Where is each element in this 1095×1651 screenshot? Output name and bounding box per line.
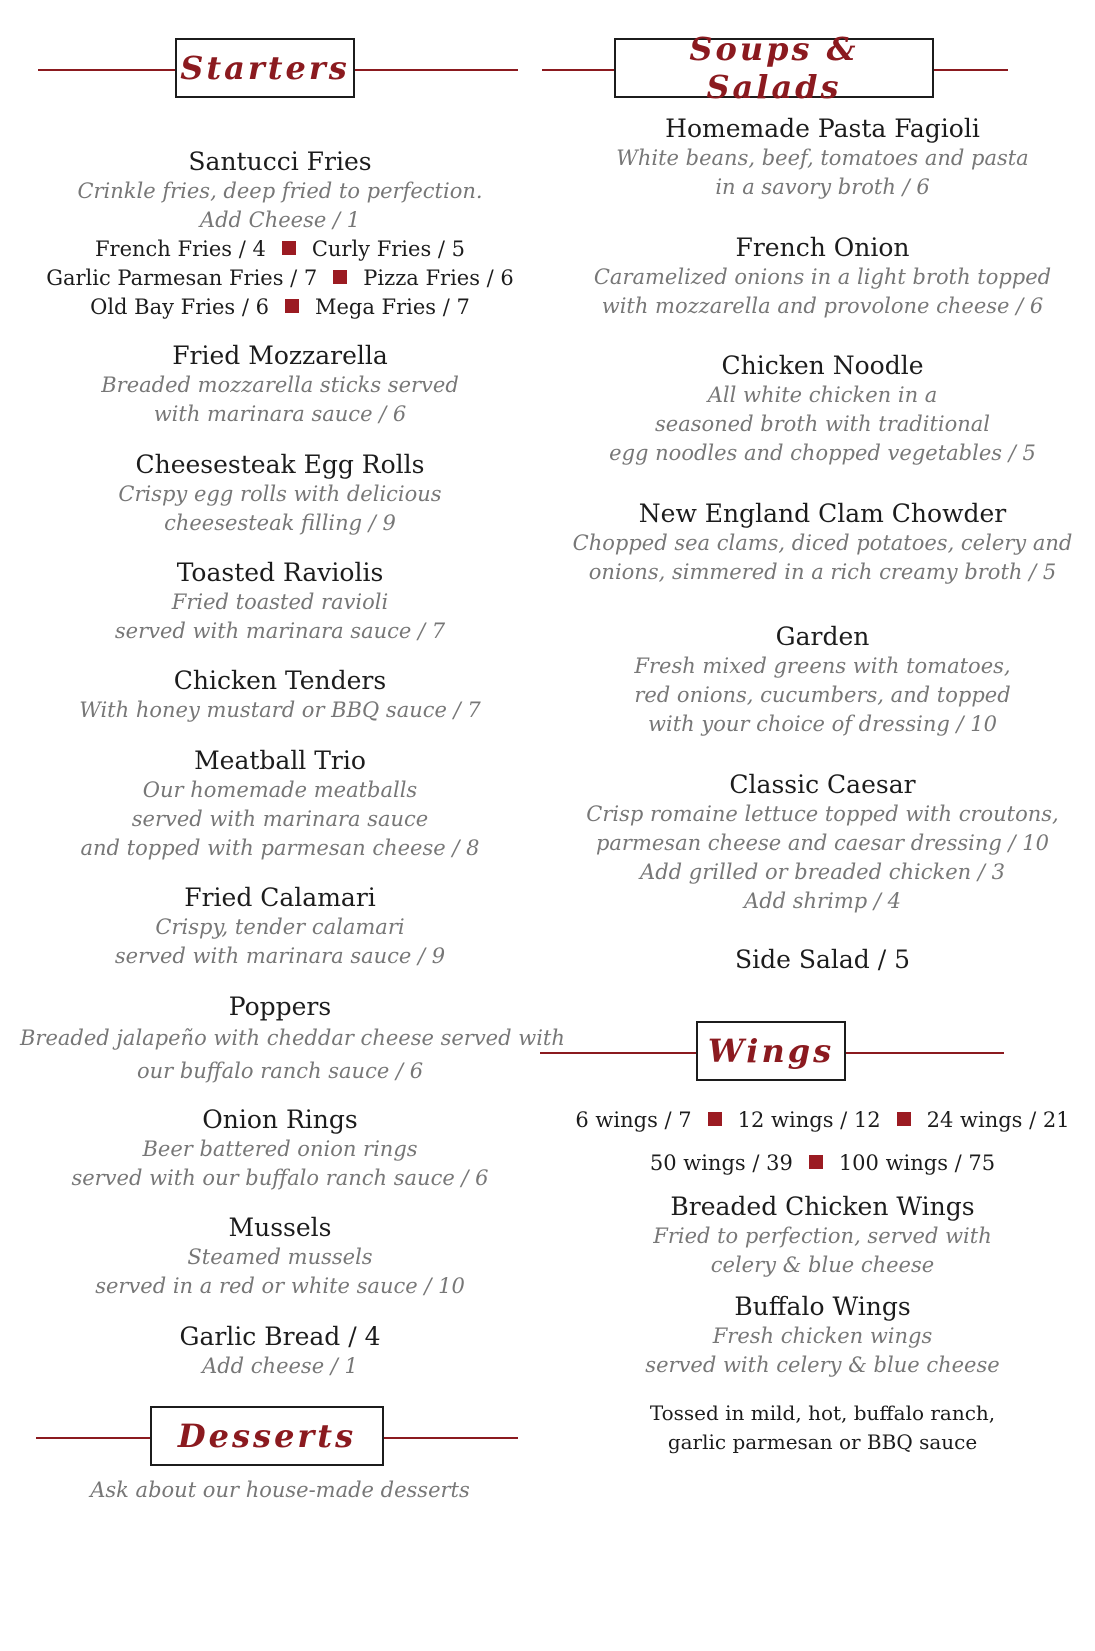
item-name: Garlic Bread / 4: [179, 1322, 381, 1351]
item-desc: Our homemade meatballs: [142, 778, 418, 802]
item-desc: served in a red or white sauce / 10: [95, 1274, 465, 1298]
wings-count-row: [560, 1149, 1085, 1178]
item-desc: in a savory broth / 6: [715, 175, 930, 199]
wings-count-row: [560, 1106, 1085, 1135]
item-desc: With honey mustard or BBQ sauce / 7: [79, 698, 481, 722]
item-desc: Fresh chicken wings: [712, 1324, 933, 1348]
item-name: Santucci Fries: [188, 147, 372, 176]
item-name: Chicken Tenders: [173, 666, 387, 695]
item-name: Classic Caesar: [729, 770, 916, 799]
item-desc: and topped with parmesan cheese / 8: [80, 836, 480, 860]
item-name: Breaded Chicken Wings: [670, 1192, 975, 1221]
item-desc: Caramelized onions in a light broth topped: [593, 265, 1052, 289]
item-name: Fried Calamari: [184, 883, 376, 912]
fries-option: French Fries / 4: [94, 237, 266, 261]
item-desc: Fried toasted ravioli: [171, 590, 389, 614]
item-desc: Add grilled or breaded chicken / 3: [640, 860, 1005, 884]
menu-item: [20, 558, 540, 646]
item-desc: Chopped sea clams, diced potatoes, celery and: [572, 531, 1073, 555]
wings-header: [560, 1021, 1085, 1085]
item-desc: Add cheese / 1: [202, 1354, 358, 1378]
bullet-square-icon: [897, 1112, 911, 1126]
item-desc: red onions, cucumbers, and topped: [634, 683, 1011, 707]
menu-item: [20, 666, 540, 725]
menu-item: [20, 746, 540, 863]
item-desc: Crinkle fries, deep fried to perfection.: [77, 179, 483, 203]
menu-item: [20, 883, 540, 971]
item-desc: served with marinara sauce: [131, 807, 429, 831]
soups-salads-header: [560, 30, 1085, 106]
menu-item: [20, 992, 565, 1088]
soups-salads-title: Soups & Salads: [614, 38, 934, 98]
fries-option: Garlic Parmesan Fries / 7: [46, 266, 318, 290]
item-desc: with marinara sauce / 6: [153, 402, 407, 426]
fries-option: Old Bay Fries / 6: [90, 295, 269, 319]
menu-item: [20, 1322, 540, 1381]
item-desc: egg noodles and chopped vegetables / 5: [609, 441, 1036, 465]
wings-sauce-note: [560, 1399, 1085, 1457]
item-desc: Breaded jalapeño with cheddar cheese served with: [20, 1026, 565, 1050]
item-desc: served with marinara sauce / 7: [114, 619, 446, 643]
item-name: Chicken Noodle: [721, 351, 924, 380]
fries-options-row: [20, 264, 540, 293]
item-desc: All white chicken in a: [707, 383, 938, 407]
item-name: Poppers: [228, 992, 332, 1021]
item-desc: cheesesteak filling / 9: [164, 511, 396, 535]
wings-option: 100 wings / 75: [838, 1151, 996, 1175]
menu-item: [560, 622, 1085, 739]
menu-item: [20, 341, 540, 429]
menu-item: [560, 233, 1085, 321]
fries-options-row: [20, 293, 540, 322]
wings-option: 50 wings / 39: [649, 1151, 793, 1175]
fries-option: Curly Fries / 5: [311, 237, 466, 261]
item-desc: onions, simmered in a rich creamy broth / 5: [588, 560, 1057, 584]
menu-item: [560, 1192, 1085, 1280]
bullet-square-icon: [809, 1155, 823, 1169]
desserts-header: [20, 1406, 540, 1470]
starters-title: Starters: [175, 38, 355, 98]
item-name: Mussels: [228, 1213, 332, 1242]
menu-item: [560, 114, 1085, 202]
bullet-square-icon: [282, 241, 296, 255]
item-desc: celery & blue cheese: [710, 1253, 935, 1277]
menu-item: [560, 351, 1085, 468]
fries-option: Mega Fries / 7: [314, 295, 470, 319]
item-desc: Fried to perfection, served with: [653, 1224, 992, 1248]
bullet-square-icon: [333, 270, 347, 284]
item-desc: parmesan cheese and caesar dressing / 10: [595, 831, 1050, 855]
desserts-title: Desserts: [150, 1406, 384, 1466]
item-desc: White beans, beef, tomatoes and pasta: [616, 146, 1029, 170]
item-name: New England Clam Chowder: [638, 499, 1007, 528]
item-desc: seasoned broth with traditional: [654, 412, 991, 436]
item-desc: Crispy, tender calamari: [155, 915, 405, 939]
wings-options: [560, 1106, 1085, 1135]
item-desc: Add Cheese / 1: [199, 208, 361, 232]
menu-item: [20, 1105, 540, 1193]
menu-item: [20, 450, 540, 538]
item-desc: Breaded mozzarella sticks served: [101, 373, 459, 397]
menu-item-santucci-fries: [20, 147, 540, 322]
item-desc: Crispy egg rolls with delicious: [118, 482, 442, 506]
item-desc: Ask about our house-made desserts: [90, 1478, 470, 1502]
item-name: Buffalo Wings: [734, 1292, 911, 1321]
bullet-square-icon: [285, 299, 299, 313]
item-desc: our buffalo ranch sauce / 6: [136, 1059, 424, 1083]
menu-item: [20, 1213, 540, 1301]
item-name: Fried Mozzarella: [172, 341, 388, 370]
item-name: Homemade Pasta Fagioli: [665, 114, 980, 143]
item-name: Side Salad / 5: [734, 945, 911, 974]
menu-item: [560, 1292, 1085, 1380]
wings-option: 12 wings / 12: [737, 1108, 881, 1132]
item-desc: Fresh mixed greens with tomatoes,: [634, 654, 1011, 678]
menu-item: [560, 945, 1085, 975]
item-name: Garden: [775, 622, 870, 651]
wings-title: Wings: [696, 1021, 846, 1081]
item-desc: Steamed mussels: [187, 1245, 373, 1269]
item-name: Cheesesteak Egg Rolls: [135, 450, 425, 479]
desserts-note: [20, 1476, 540, 1505]
item-desc: with mozzarella and provolone cheese / 6: [601, 294, 1044, 318]
item-desc: Crisp romaine lettuce topped with croutons,: [586, 802, 1059, 826]
menu-item: [560, 499, 1085, 587]
item-desc: served with marinara sauce / 9: [114, 944, 446, 968]
note-line: Tossed in mild, hot, buffalo ranch,: [649, 1401, 996, 1425]
item-name: Meatball Trio: [194, 746, 366, 775]
fries-option: Pizza Fries / 6: [363, 266, 514, 290]
wings-option: 6 wings / 7: [575, 1108, 692, 1132]
starters-header: [20, 38, 540, 102]
item-desc: with your choice of dressing / 10: [648, 712, 997, 736]
item-desc: served with celery & blue cheese: [645, 1353, 1000, 1377]
bullet-square-icon: [708, 1112, 722, 1126]
menu-item: [560, 770, 1085, 916]
fries-options-row: [20, 235, 540, 264]
wings-options: [560, 1149, 1085, 1178]
item-desc: Beer battered onion rings: [142, 1137, 418, 1161]
item-desc: served with our buffalo ranch sauce / 6: [71, 1166, 489, 1190]
item-desc: Add shrimp / 4: [744, 889, 901, 913]
note-line: garlic parmesan or BBQ sauce: [667, 1430, 978, 1454]
item-name: French Onion: [735, 233, 910, 262]
item-name: Toasted Raviolis: [176, 558, 384, 587]
item-name: Onion Rings: [202, 1105, 358, 1134]
wings-option: 24 wings / 21: [926, 1108, 1070, 1132]
